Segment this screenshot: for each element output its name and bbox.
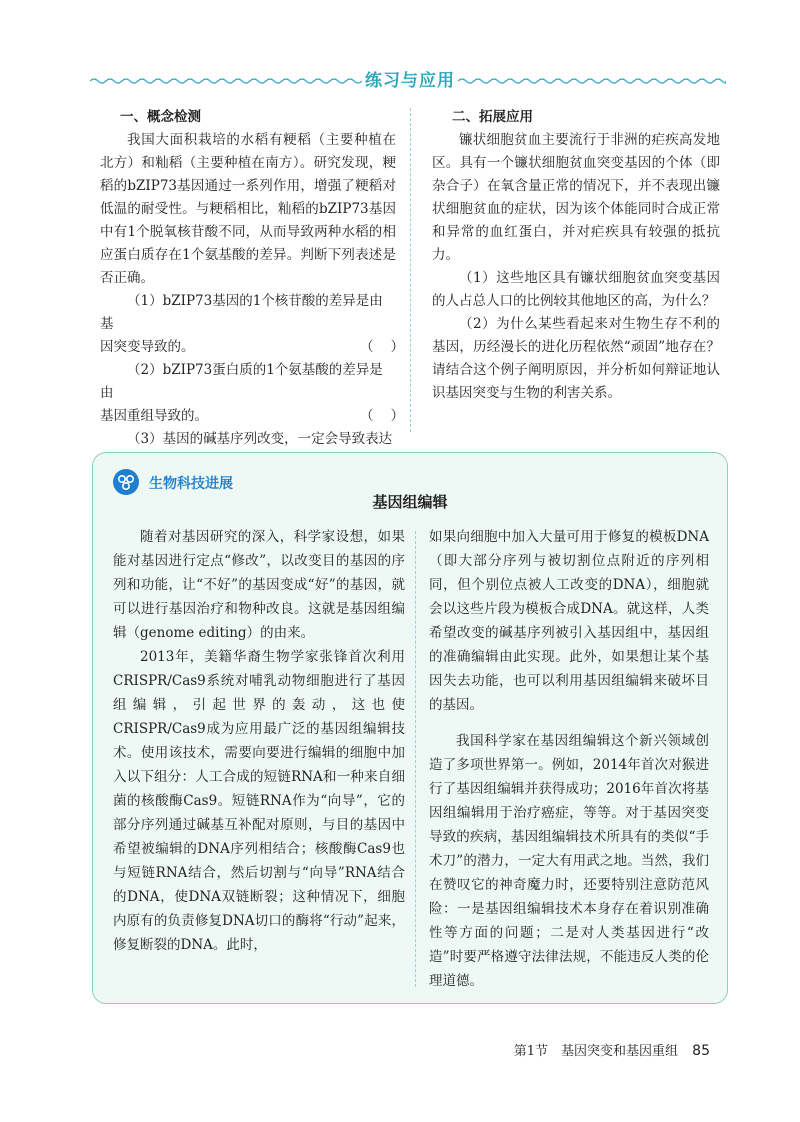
page-number: 85	[692, 1043, 710, 1059]
page-footer	[514, 1040, 710, 1059]
extension-heading: 二、拓展应用	[452, 109, 533, 125]
decorative-wave-left	[90, 77, 362, 85]
biotech-progress-box	[92, 452, 728, 1004]
footer-section-title: 第1节 基因突变和基因重组	[513, 1044, 679, 1059]
question-1-line-1: （1）bZIP73基因的1个核苷酸的差异是由基	[100, 293, 383, 332]
column-divider	[410, 108, 411, 432]
extension-question-1: （1）这些地区具有镰状细胞贫血突变基因的人占总人口的比例较其他地区的高，为什么？	[432, 270, 720, 309]
answer-blank-1[interactable]: （ ）	[360, 339, 405, 355]
box-paragraph-2: 2013年，美籍华裔生物学家张锋首次利用CRISPR/Cas9系统对哺乳动物细胞进行了基因组编辑，引起世界的轰动，这也使CRISPR/Cas9成为应用最广泛的基因组编辑技术。使用该技术，需要向要进行编辑的细胞中加入以下组分：人工合成的短链RNA和一种来自细菌的核酸酶Cas9。短链RNA作为“向导”，它的部分序列通过碱基互补配对原则，与目的基因中希望被编辑的DNA序列相结合；核酸酶Cas9也与短链RNA结合，然后切割与“向导”RNA结合的DNA，使DNA双链断裂；这种情况下，细胞内原有的负责修复DNA切口的酶将“行动”起来，修复断裂的DNA。此时，	[113, 649, 405, 953]
question-2-line-1: （2）bZIP73蛋白质的1个氨基酸的差异是由	[100, 362, 383, 401]
answer-blank-2[interactable]: （ ）	[360, 408, 405, 424]
concept-check-heading: 一、概念检测	[120, 109, 201, 125]
concept-check-column	[100, 106, 405, 474]
question-1-line-2	[100, 336, 405, 359]
question-2-text: 基因重组导致的。	[100, 408, 208, 424]
box-column-divider	[415, 531, 416, 987]
section-title: 练习与应用	[365, 71, 455, 91]
box-right-column	[429, 525, 709, 993]
question-2-line-2	[100, 405, 405, 428]
box-paragraph-1: 随着对基因研究的深入，科学家设想，如果能对基因进行定点“修改”，以改变目的基因的序列和功能，让“不好”的基因变成“好”的基因，就可以进行基因治疗和物种改良。这就是基因组编辑（genome editing）的由来。	[113, 529, 405, 641]
box-paragraph-3: 如果向细胞中加入大量可用于修复的模板DNA（即大部分序列与被切割位点附近的序列相同，但个别位点被人工改变的DNA），细胞就会以这些片段为模板合成DNA。就这样，人类希望改变的碱基序列被引入基因组中，基因组的准确编辑由此实现。此外，如果想让某个基因失去功能，也可以利用基因组编辑来破坏目的基因。	[429, 529, 709, 713]
biotech-label: 生物科技进展	[149, 476, 233, 492]
decorative-wave-right	[458, 77, 726, 85]
box-left-column	[113, 525, 405, 957]
question-3-line-1: （3）基因的碱基序列改变，一定会导致表达	[127, 431, 393, 447]
extension-question-2: （2）为什么某些看起来对生物生存不利的基因，历经漫长的进化历程依然“顽固”地存在？请结合这个例子阐明原因，并分析如何辩证地认识基因突变与生物的利害关系。	[432, 316, 720, 401]
box-paragraph-4: 我国科学家在基因组编辑这个新兴领域创造了多项世界第一。例如，2014年首次对猴进行了基因组编辑并获得成功；2016年首次将基因组编辑用于治疗癌症，等等。对于基因突变导致的疾病，基因组编辑技术所具有的类似“手术刀”的潜力，一定大有用武之地。当然，我们在赞叹它的神奇魔力时，还要特别注意防范风险：一是基因组编辑技术本身存在着识别准确性等方面的问题；二是对人类基因进行“改造”时要严格遵守法律法规，不能违反人类的伦理道德。	[429, 733, 709, 989]
concept-check-intro: 我国大面积栽培的水稻有粳稻（主要种植在北方）和籼稻（主要种植在南方）。研究发现，粳稻的bZIP73基因通过一系列作用，增强了粳稻对低温的耐受性。与粳稻相比，籼稻的bZIP73基因中有1个脱氧核苷酸不同，从而导致两种水稻的相应蛋白质存在1个氨基酸的差异。判断下列表述是否正确。	[100, 132, 396, 286]
extension-intro: 镰状细胞贫血主要流行于非洲的疟疾高发地区。具有一个镰状细胞贫血突变基因的个体（即杂合子）在氧含量正常的情况下，并不表现出镰状细胞贫血的症状，因为该个体能同时合成正常和异常的血红蛋白，并对疟疾具有较强的抵抗力。	[432, 132, 720, 263]
question-1-text: 因突变导致的。	[100, 339, 195, 355]
box-title: 基因组编辑	[372, 493, 448, 511]
extension-column	[432, 106, 720, 405]
